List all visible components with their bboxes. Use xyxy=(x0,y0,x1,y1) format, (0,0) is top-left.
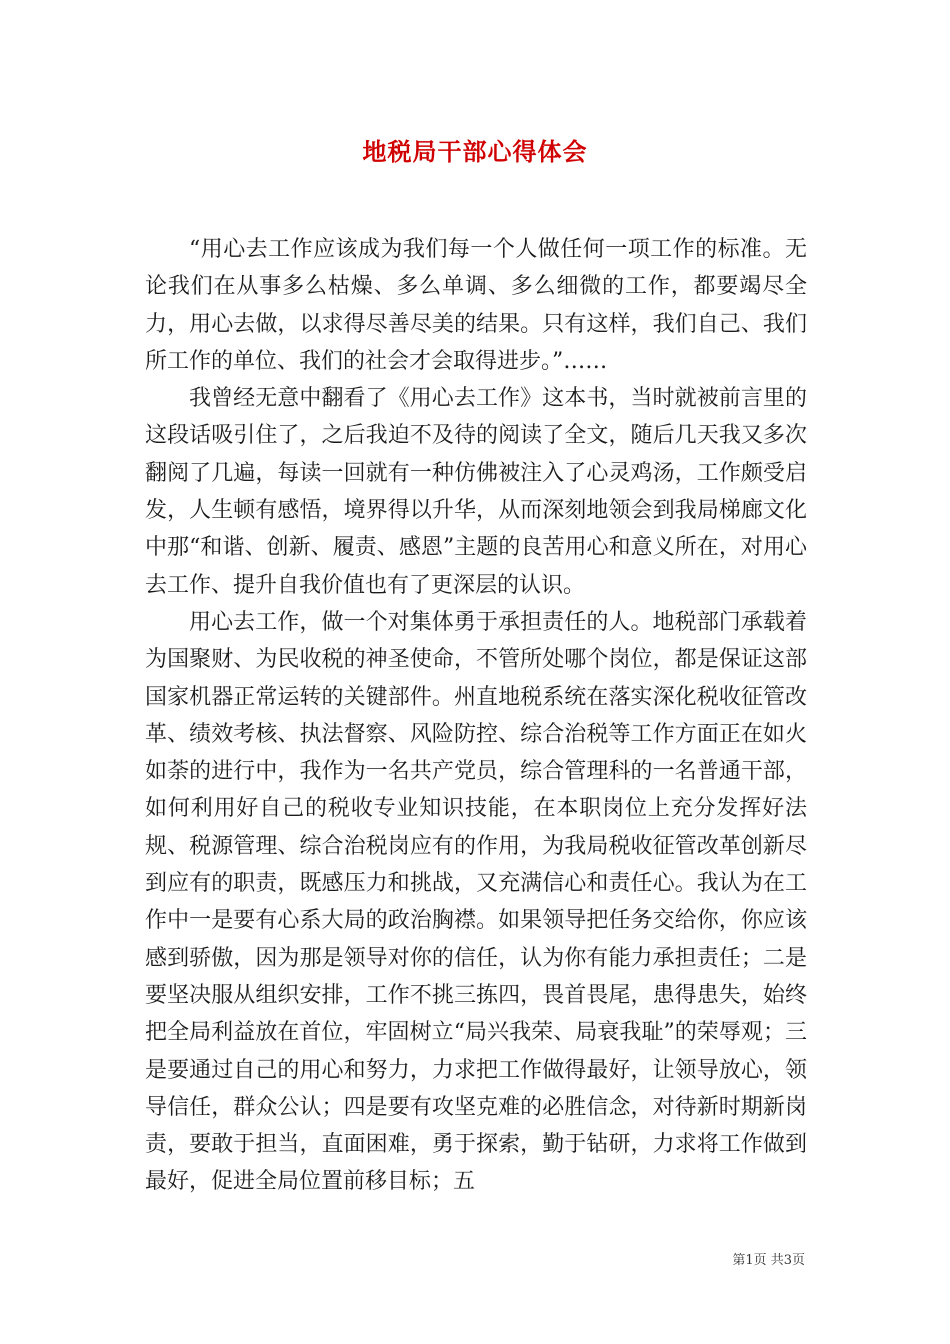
document-body xyxy=(145,231,807,1201)
paragraph-quote: “用心去工作应该成为我们每一个人做任何一项工作的标准。无论我们在从事多么枯燥、多么单调、多么细微的工作，都要竭尽全力，用心去做，以求得尽善尽美的结果。只有这样，我们自己、我们所工作的单位、我们的社会才会取得进步。”…… xyxy=(145,237,807,374)
page-number: 第1页 共3页 xyxy=(732,1253,805,1268)
document-title: 地税局干部心得体会 xyxy=(362,137,588,166)
paragraph-responsibility: 用心去工作，做一个对集体勇于承担责任的人。地税部门承载着为国聚财、为民收税的神圣使命，不管所处哪个岗位，都是保证这部国家机器正常运转的关键部件。州直地税系统在落实深化税收征管改革、绩效考核、执法督察、风险防控、综合治税等工作方面正在如火如荼的进行中，我作为一名共产党员，综合管理科的一名普通干部，如何利用好自己的税收专业知识技能，在本职岗位上充分发挥好法规、税源管理、综合治税岗应有的作用，为我局税收征管改革创新尽到应有的职责，既感压力和挑战，又充满信心和责任心。我认为在工作中一是要有心系大局的政治胸襟。如果领导把任务交给你，你应该感到骄傲，因为那是领导对你的信任，认为你有能力承担责任；二是要坚决服从组织安排，工作不挑三拣四，畏首畏尾，患得患失，始终把全局利益放在首位，牢固树立“局兴我荣、局衰我耻”的荣辱观；三是要通过自己的用心和努力，力求把工作做得最好，让领导放心，领导信任，群众公认；四是要有攻坚克难的必胜信念，对待新时期新岗责，要敢于担当，直面困难，勇于探索，勤于钻研，力求将工作做到最好，促进全局位置前移目标；五 xyxy=(145,609,807,1195)
paragraph-reading: 我曾经无意中翻看了《用心去工作》这本书，当时就被前言里的这段话吸引住了，之后我迫不及待的阅读了全文，随后几天我又多次翻阅了几遍，每读一回就有一种仿佛被注入了心灵鸡汤，工作颇受启发，人生顿有感悟，境界得以升华，从而深刻地领会到我局梯廊文化中那“和谐、创新、履责、感恩”主题的良苦用心和意义所在，对用心去工作、提升自我价值也有了更深层的认识。 xyxy=(145,386,807,598)
